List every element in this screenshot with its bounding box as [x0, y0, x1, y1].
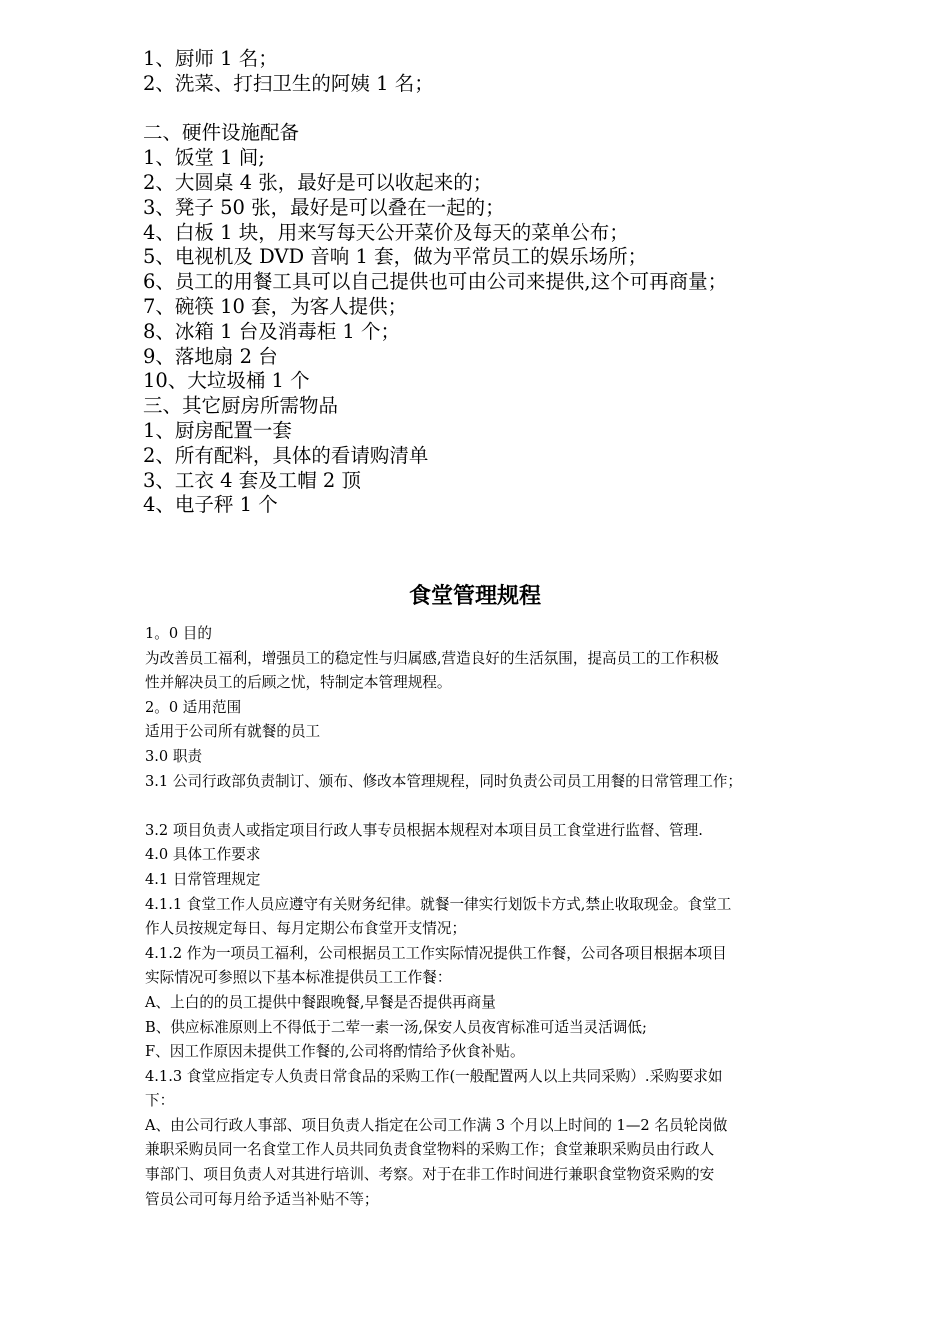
body-line: 3.0 职责	[145, 747, 203, 765]
body-line: B、供应标准原则上不得低于二荤一素一汤,保安人员夜宵标准可适当灵活调低;	[145, 1018, 647, 1036]
hardware-item: 6、员工的用餐工具可以自己提供也可由公司来提供,这个可再商量；	[143, 270, 728, 294]
body-line: 作人员按规定每日、每月定期公布食堂开支情况；	[145, 920, 467, 938]
kitchen-item: 1、厨房配置一套	[143, 418, 292, 442]
body-line: F、因工作原因未提供工作餐的,公司将酌情给予伙食补贴。	[145, 1043, 525, 1061]
body-line: 4.1.3 食堂应指定专人负责日常食品的采购工作(一般配置两人以上共同采购）.采购要求如	[145, 1067, 723, 1085]
hardware-item: 1、饭堂 1 间;	[143, 146, 265, 170]
body-line: 性并解决员工的后顾之忧，特制定本管理规程。	[145, 674, 452, 692]
body-line: 兼职采购员同一名食堂工作人员共同负责食堂物料的采购工作；食堂兼职采购员由行政人	[145, 1141, 715, 1159]
body-line: 实际情况可参照以下基本标准提供员工工作餐：	[145, 969, 452, 987]
hardware-item: 3、凳子 50 张，最好是可以叠在一起的；	[143, 195, 505, 219]
hardware-item: 2、大圆桌 4 张，最好是可以收起来的；	[143, 170, 493, 194]
body-line: 3.2 项目负责人或指定项目行政人事专员根据本规程对本项目员工食堂进行监督、管理.	[145, 821, 703, 839]
kitchen-item: 4、电子秤 1 个	[143, 493, 278, 517]
staff-item: 1、厨师 1 名；	[143, 47, 278, 70]
body-line: 2。0 适用范围	[145, 698, 242, 716]
hardware-item: 7、碗筷 10 套，为客人提供；	[143, 294, 408, 318]
requirements-list	[143, 47, 843, 518]
document-title: 食堂管理规程	[408, 583, 541, 609]
kitchen-item: 2、所有配料，具体的看请购清单	[143, 443, 429, 467]
regulation-body	[145, 622, 817, 1212]
body-line: 4.1.2 作为一项员工福利，公司根据员工工作实际情况提供工作餐，公司各项目根据本项目	[145, 944, 727, 962]
body-line: A、由公司行政人事部、项目负责人指定在公司工作满 3 个月以上时间的 1—2 名员轮岗做	[145, 1116, 728, 1134]
staff-item: 2、洗菜、打扫卫生的阿姨 1 名；	[143, 71, 434, 95]
kitchen-item: 3、工衣 4 套及工帽 2 顶	[143, 468, 362, 492]
body-line: 下：	[145, 1092, 175, 1110]
blank-line	[143, 97, 843, 122]
hardware-item: 4、白板 1 块，用来写每天公开菜价及每天的菜单公布；	[143, 220, 629, 244]
body-line: 4.1 日常管理规定	[145, 870, 261, 888]
body-line: A、上白的的员工提供中餐跟晚餐,早餐是否提供再商量	[145, 993, 496, 1011]
body-line: 为改善员工福利，增强员工的稳定性与归属感,营造良好的生活氛围，提高员工的工作积极	[145, 649, 719, 667]
hardware-item: 8、冰箱 1 台及消毒柜 1 个；	[143, 319, 401, 343]
body-line: 事部门、项目负责人对其进行培训、考察。对于在非工作时间进行兼职食堂物资采购的安	[145, 1166, 715, 1184]
body-line: 适用于公司所有就餐的员工	[145, 723, 321, 741]
body-line: 3.1 公司行政部负责制订、颁布、修改本管理规程，同时负责公司员工用餐的日常管理工作；	[145, 772, 743, 790]
hardware-item: 5、电视机及 DVD 音响 1 套，做为平常员工的娱乐场所；	[143, 245, 648, 269]
body-line: 4.1.1 食堂工作人员应遵守有关财务纪律。就餐一律实行划饭卡方式,禁止收取现金。食堂工	[145, 895, 732, 913]
hardware-item: 9、落地扇 2 台	[143, 344, 278, 368]
body-line: 1。0 目的	[145, 625, 212, 642]
hardware-item: 10、大垃圾桶 1 个	[143, 369, 310, 393]
section-heading-hardware: 二、硬件设施配备	[143, 121, 300, 145]
section-heading-kitchen: 三、其它厨房所需物品	[143, 394, 339, 418]
body-line: 4.0 具体工作要求	[145, 846, 261, 864]
body-line: 管员公司可每月给予适当补贴不等；	[145, 1190, 379, 1208]
blank-line	[145, 794, 817, 819]
